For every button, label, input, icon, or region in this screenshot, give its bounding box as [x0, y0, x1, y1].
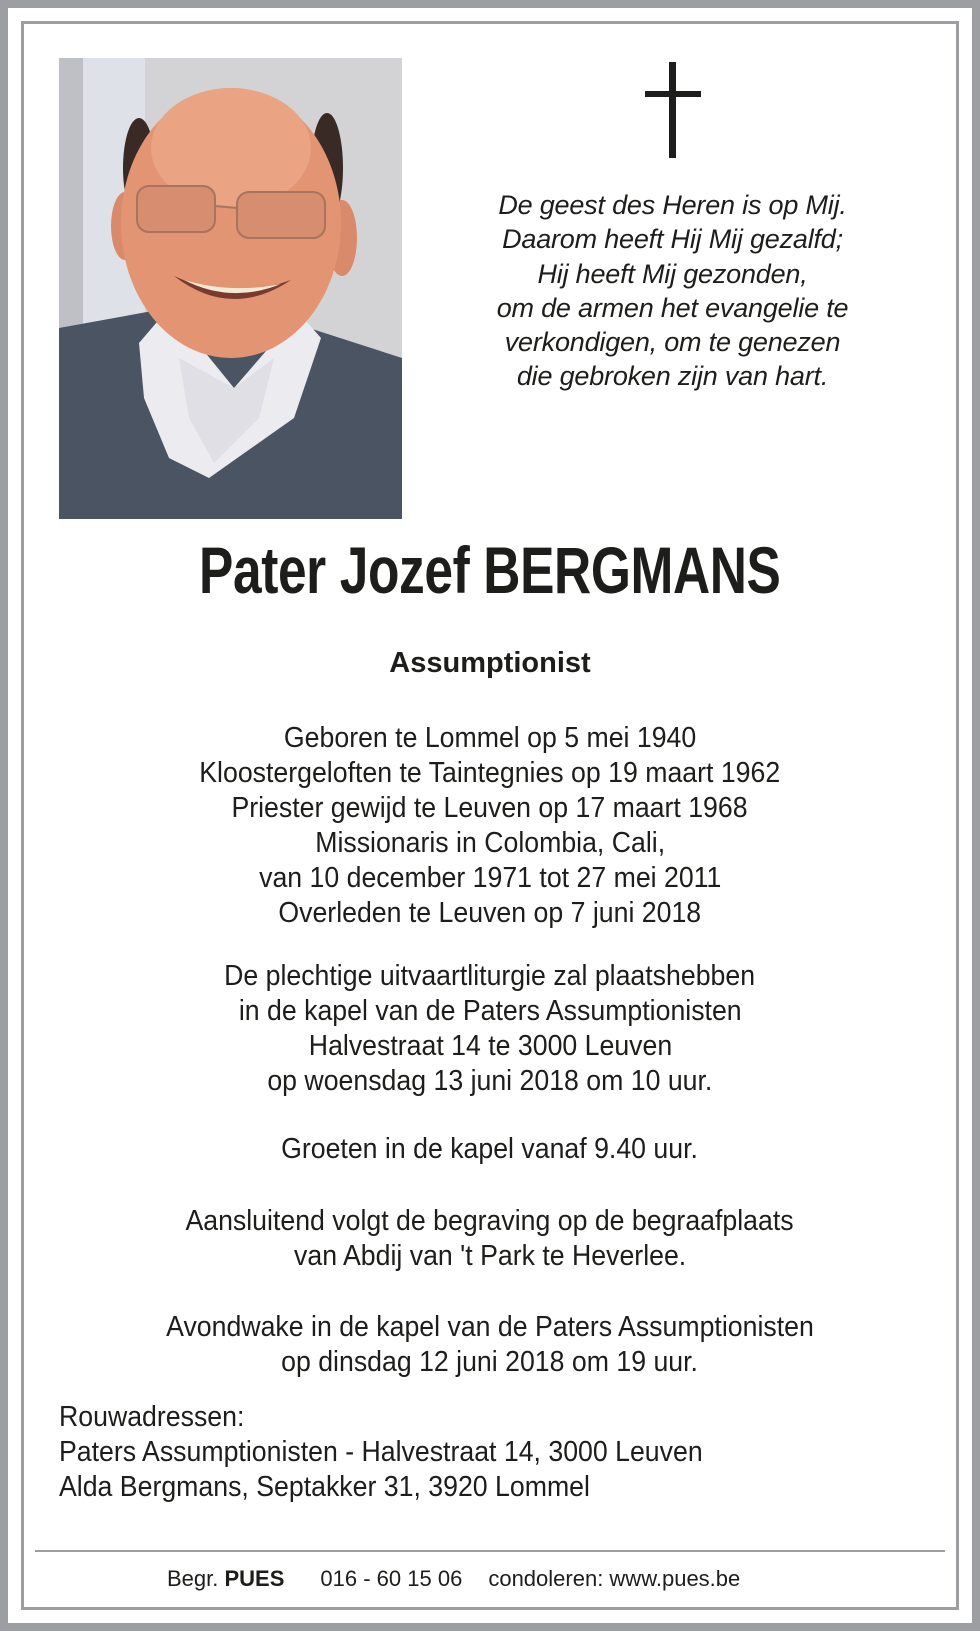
condolence-addresses	[59, 1400, 759, 1505]
funeral-home-name: PUES	[224, 1566, 285, 1591]
burial-line: van Abdij van 't Park te Heverlee.	[293, 1240, 687, 1272]
funeral-liturgy-section	[0, 959, 980, 1099]
biography-line: Priester gewijd te Leuven op 17 maart 1968	[231, 792, 749, 824]
deceased-name: Pater Jozef BERGMANS	[199, 533, 781, 607]
liturgy-line: Halvestraat 14 te 3000 Leuven	[308, 1030, 672, 1062]
quote-line: die gebroken zijn van hart.	[516, 361, 829, 392]
liturgy-line: op woensdag 13 juni 2018 om 10 uur.	[267, 1065, 713, 1097]
biography-line: Kloostergeloften te Taintegnies op 19 maart 1962	[199, 757, 781, 789]
quote-line: De geest des Heren is op Mij.	[498, 190, 847, 220]
biography-line: Overleden te Leuven op 7 juni 2018	[278, 897, 702, 929]
address-line: Alda Bergmans, Septakker 31, 3920 Lommel	[59, 1471, 590, 1503]
biography-line: Geboren te Lommel op 5 mei 1940	[283, 722, 697, 754]
scripture-quote	[420, 188, 925, 394]
addresses-heading: Rouwadressen:	[59, 1401, 245, 1433]
quote-line: om de armen het evangelie te	[496, 292, 849, 323]
biography-line: van 10 december 1971 tot 27 mei 2011	[258, 862, 722, 894]
greeting-section	[0, 1132, 980, 1167]
latin-cross-icon	[645, 62, 701, 158]
footer-divider	[35, 1550, 945, 1552]
biography-section	[0, 721, 980, 931]
wake-line: Avondwake in de kapel van de Paters Assumptionisten	[166, 1311, 814, 1343]
deceased-role: Assumptionist	[389, 647, 591, 679]
funeral-home-phone: 016 - 60 15 06	[320, 1566, 463, 1591]
footer-prefix: Begr.	[167, 1566, 219, 1591]
portrait-image	[59, 58, 402, 519]
burial-line: Aansluitend volgt de begraving op de begraafplaats	[185, 1205, 795, 1237]
condolence-link[interactable]: condoleren: www.pues.be	[488, 1566, 741, 1591]
deceased-name-heading	[0, 530, 980, 610]
cross-horizontal-bar	[645, 91, 701, 97]
greeting-line: Groeten in de kapel vanaf 9.40 uur.	[281, 1133, 699, 1165]
quote-line: Daarom heeft Hij Mij gezalfd;	[502, 224, 843, 255]
liturgy-line: in de kapel van de Paters Assumptionisten	[238, 995, 742, 1027]
burial-section	[0, 1204, 980, 1274]
deceased-portrait-photo	[59, 58, 402, 519]
funeral-home-footer	[167, 1564, 740, 1594]
address-line: Paters Assumptionisten - Halvestraat 14, 3000 Leuven	[59, 1436, 703, 1468]
wake-line: op dinsdag 12 juni 2018 om 19 uur.	[281, 1346, 699, 1378]
quote-line: verkondigen, om te genezen	[504, 327, 841, 358]
biography-line: Missionaris in Colombia, Cali,	[315, 827, 665, 859]
liturgy-line: De plechtige uitvaartliturgie zal plaatshebben	[224, 960, 756, 992]
quote-line: Hij heeft Mij gezonden,	[537, 258, 808, 289]
cross-vertical-bar	[669, 62, 676, 158]
wake-section	[0, 1310, 980, 1380]
